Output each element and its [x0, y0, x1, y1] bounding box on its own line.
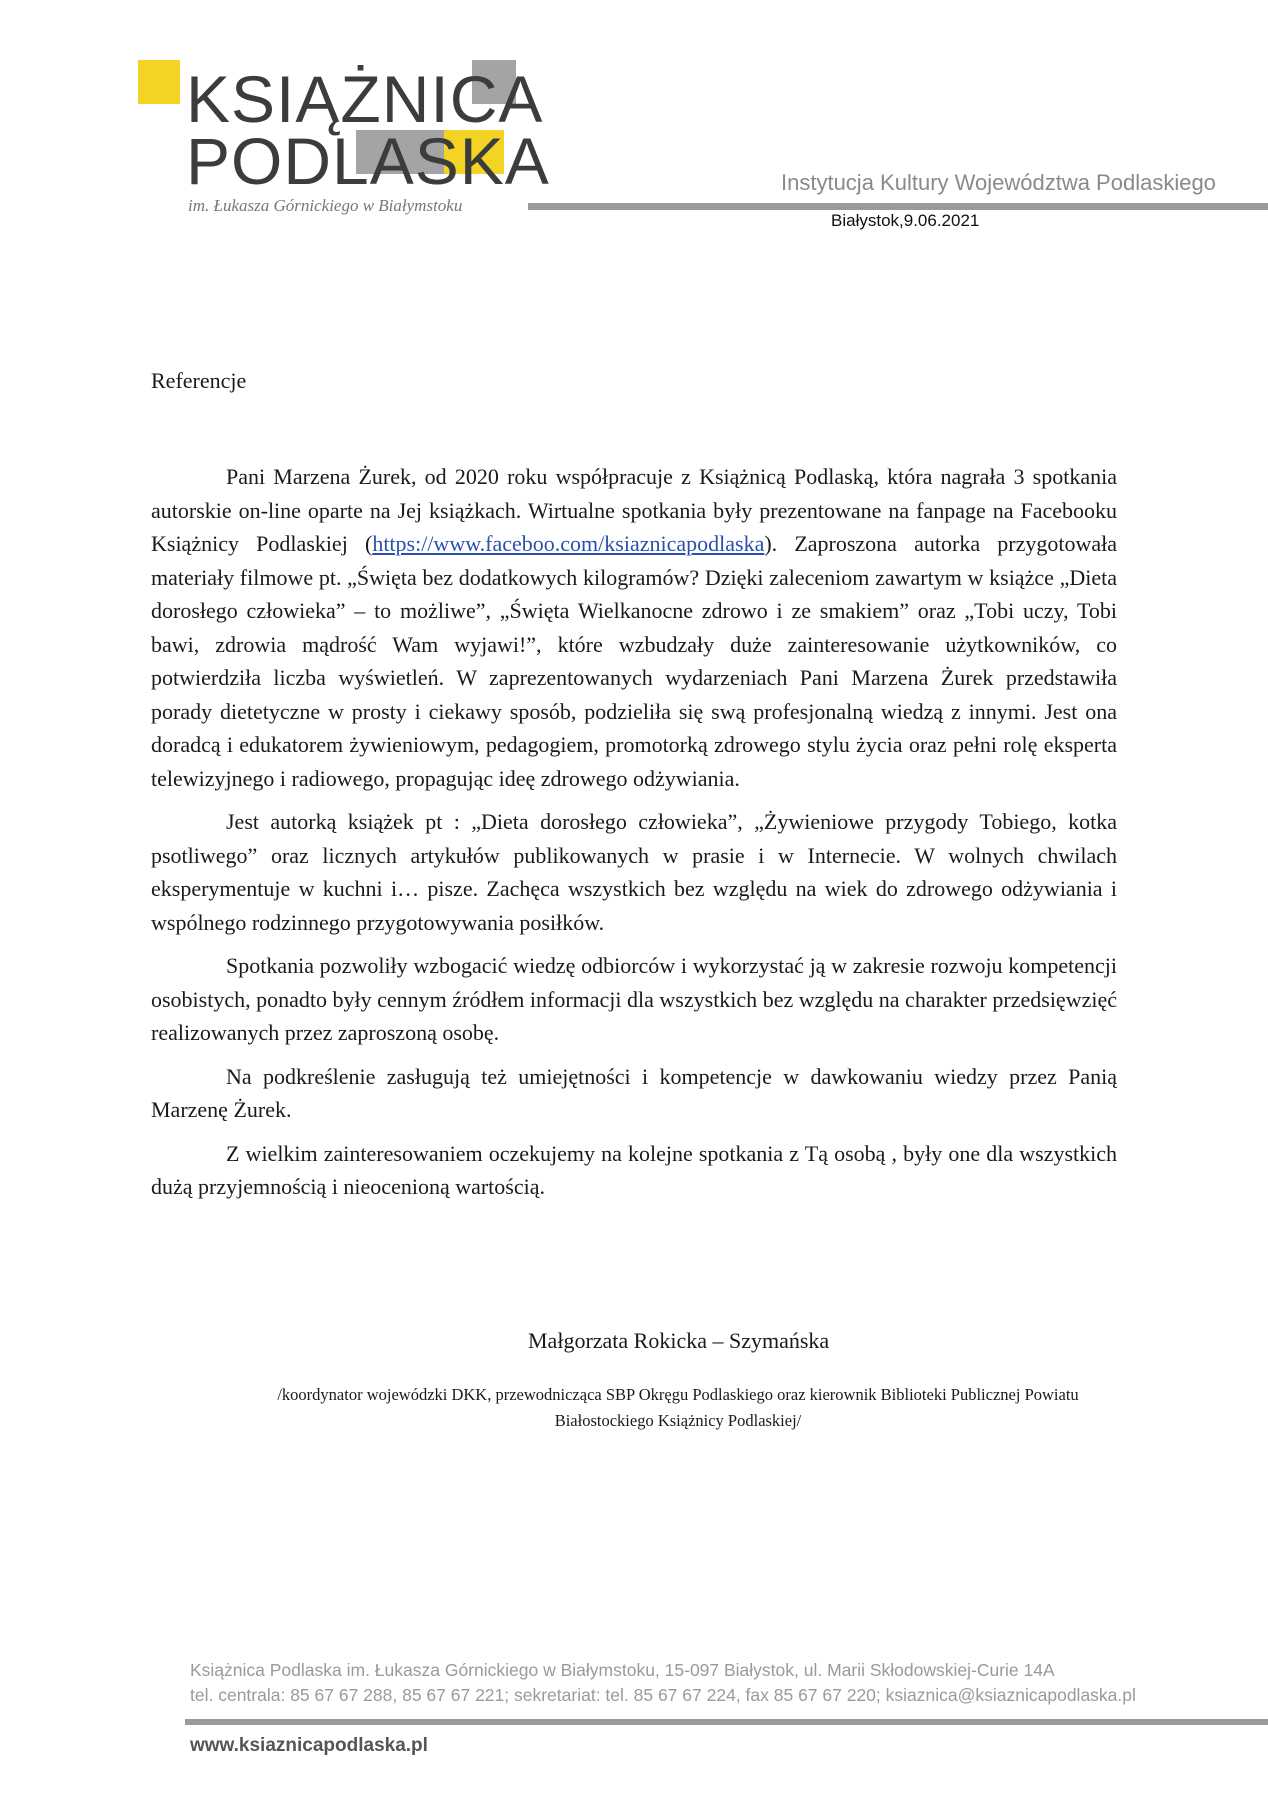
- signature-role: /koordynator wojewódzki DKK, przewodnicząca SBP Okręgu Podlaskiego oraz kierownik Biblioteki Publicznej Powiatu Białostockiego Książnicy Podlaskiej/: [277, 1385, 1079, 1430]
- footer-website[interactable]: www.ksiaznicapodlaska.pl: [190, 1735, 428, 1756]
- footer-address: Książnica Podlaska im. Łukasza Górnickiego w Białymstoku, 15-097 Białystok, ul. Marii Skłodowskiej-Curie 14A: [190, 1660, 1055, 1680]
- footer-divider: [185, 1719, 1268, 1725]
- letter-title: Referencje: [151, 368, 247, 393]
- footer-contact: tel. centrala: 85 67 67 288, 85 67 67 221; sekretariat: tel. 85 67 67 224, fax 85 67 67 220; ksiaznica@ksiaznicapodlaska.pl: [190, 1685, 1136, 1705]
- logo-subtitle: im. Łukasza Górnickiego w Białymstoku: [188, 196, 463, 215]
- library-logo: [138, 60, 550, 220]
- signature-name: Małgorzata Rokicka – Szymańska: [528, 1328, 830, 1353]
- letter-body: [151, 460, 1117, 1214]
- letter-date: Białystok,9.06.2021: [831, 211, 980, 230]
- logo-line-1: KSIĄŻNICA: [186, 62, 544, 136]
- logo-yellow-block-left: [138, 60, 180, 104]
- logo-line-2: PODLASKA: [186, 124, 550, 198]
- paragraph-2: Jest autorką książek pt : „Dieta dorosłego człowieka”, „Żywieniowe przygody Tobiego, kotka psotliwego” oraz licznych artykułów publikowanych w prasie i w Internecie. W wolnych chwilach eksperymentuje w kuchni i… pisze. Zachęca wszystkich bez względu na wiek do zdrowego odżywiania i wspólnego rodzinnego przygotowywania posiłków.: [151, 809, 1117, 935]
- facebook-link[interactable]: https://www.faceboo.com/ksiaznicapodlaska: [372, 531, 765, 556]
- paragraph-3: Spotkania pozwoliły wzbogacić wiedzę odbiorców i wykorzystać ją w zakresie rozwoju kompetencji osobistych, ponadto były cennym źródłem informacji dla wszystkich bez względu na charakter przedsięwzięć realizowanych przez zaproszoną osobę.: [151, 953, 1117, 1045]
- header-divider: [528, 203, 1268, 210]
- header-institution: Instytucja Kultury Województwa Podlaskiego: [781, 170, 1216, 195]
- paragraph-4: Na podkreślenie zasługują też umiejętności i kompetencje w dawkowaniu wiedzy przez Panią Marzenę Żurek.: [151, 1063, 1117, 1122]
- paragraph-1: Pani Marzena Żurek, od 2020 roku współpracuje z Książnicą Podlaską, która nagrała 3 spotkania autorskie on-line oparte na Jej książkach. Wirtualne spotkania były prezentowane na fanpage na Facebooku Książnicy Podlaskiej (https://www.faceboo.com/ksiaznicapodlaska). Zaproszona autorka przygotowała materiały filmowe pt. „Święta bez dodatkowych kilogramów? Dzięki zaleceniom zawartym w książce „Dieta dorosłego człowieka” – to możliwe”, „Święta Wielkanocne zdrowo i ze smakiem” oraz „Tobi uczy, Tobi bawi, zdrowia mądrość Wam wyjawi!”, które wzbudzały duże zainteresowanie użytkowników, co potwierdziła liczba wyświetleń. W zaprezentowanych wydarzeniach Pani Marzena Żurek przedstawiła porady dietetyczne w prosty i ciekawy sposób, podzieliła się swą profesjonalną wiedzą z innymi. Jest ona doradcą i edukatorem żywieniowym, pedagogiem, promotorką zdrowego stylu życia oraz pełni rolę eksperta telewizyjnego i radiowego, propagując ideę zdrowego odżywiania.: [151, 464, 1117, 791]
- paragraph-5: Z wielkim zainteresowaniem oczekujemy na kolejne spotkania z Tą osobą , były one dla wszystkich dużą przyjemnością i nieocenioną wartością.: [151, 1140, 1117, 1199]
